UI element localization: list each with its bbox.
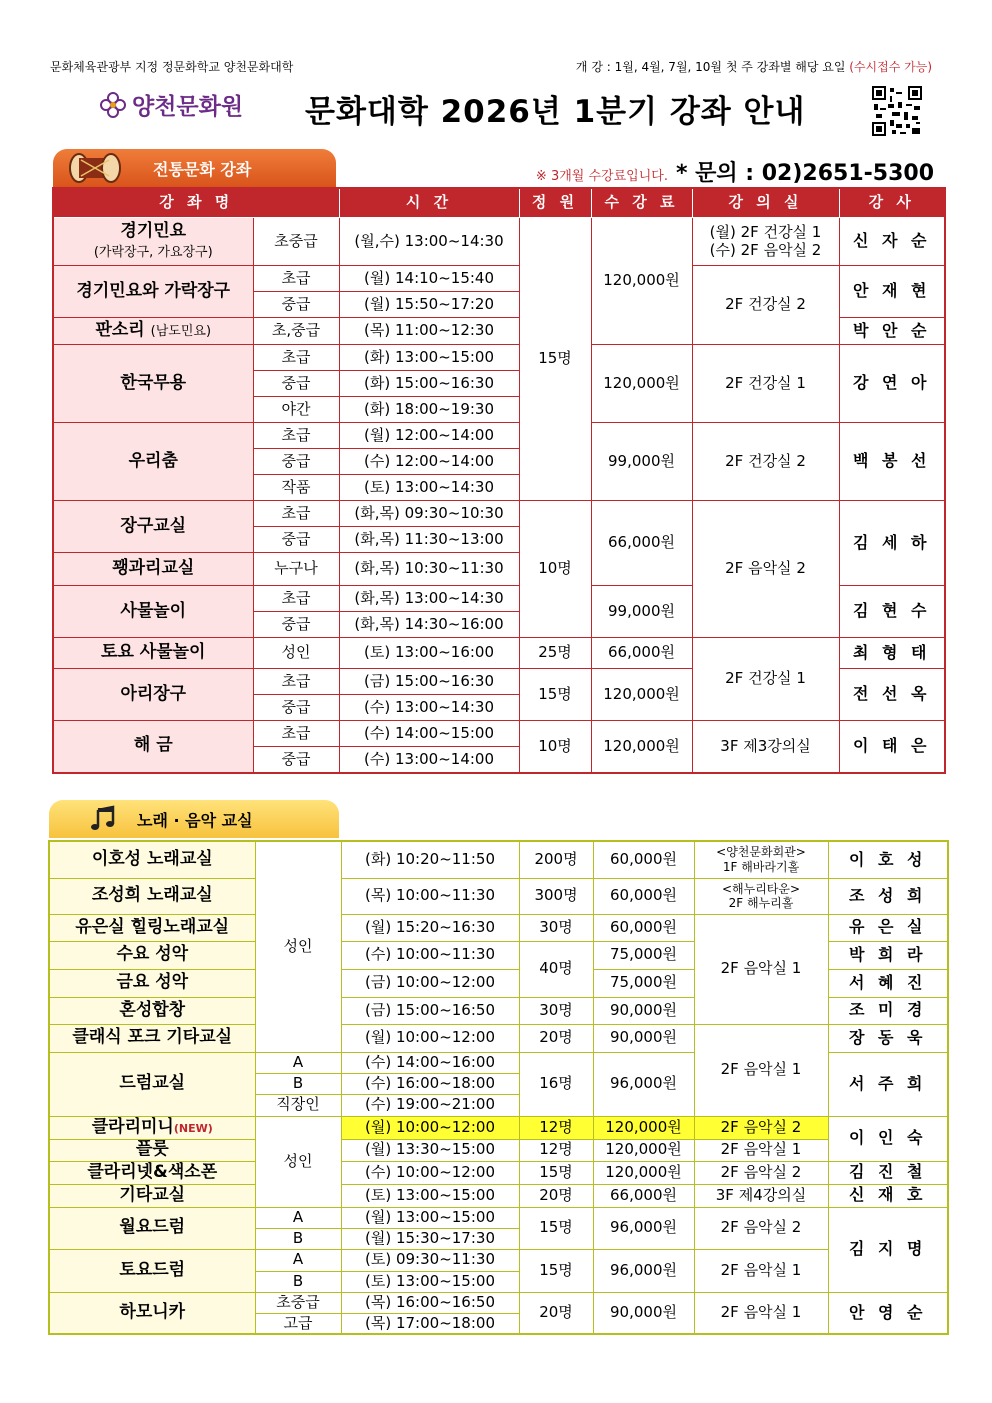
table-row (53, 266, 945, 292)
course-level: 초급 (253, 669, 339, 695)
course-name: 조성희 노래교실 (49, 878, 255, 914)
course-teacher: 이 인 숙 (828, 1116, 948, 1161)
course-capacity: 40명 (519, 941, 593, 997)
course-time: (토) 13:00~14:30 (339, 475, 519, 501)
course-time: (화) 18:00~19:30 (339, 397, 519, 423)
course-level: 야간 (253, 397, 339, 423)
table-row (49, 1249, 948, 1271)
course-capacity: 15명 (519, 1161, 593, 1184)
course-capacity: 12명 (519, 1116, 593, 1139)
course-time: (월) 15:30~17:30 (341, 1228, 519, 1249)
course-level: 중급 (253, 527, 339, 553)
course-name: 이호성 노래교실 (49, 841, 255, 878)
course-time: (화,목) 14:30~16:00 (339, 612, 519, 638)
course-teacher: 김 진 철 (828, 1161, 948, 1184)
course-name: 경기민요와 가락장구 (53, 266, 253, 318)
course-teacher: 안 영 순 (828, 1292, 948, 1334)
course-time: (금) 15:00~16:50 (341, 997, 519, 1024)
course-room: 2F 음악실 1 (694, 1249, 828, 1292)
contact-info (536, 156, 934, 187)
course-level: 중급 (253, 292, 339, 318)
course-capacity: 15명 (519, 1207, 593, 1249)
course-level: 중급 (253, 449, 339, 475)
course-time: (화,목) 10:30~11:30 (339, 553, 519, 586)
course-level: 초중급 (255, 1292, 341, 1313)
course-room: 3F 제4강의실 (694, 1184, 828, 1207)
course-capacity: 15명 (519, 218, 591, 501)
course-fee: 66,000원 (591, 638, 692, 669)
course-time: (월) 14:10~15:40 (339, 266, 519, 292)
table-row (49, 1161, 948, 1184)
table-row (53, 501, 945, 527)
course-time: (월) 10:00~12:00 (341, 1116, 519, 1139)
course-room: 2F 건강실 2 (692, 423, 839, 501)
course-name: 클라리미니(NEW) (49, 1116, 255, 1139)
table-row (49, 1207, 948, 1228)
course-time: (토) 13:00~15:00 (341, 1271, 519, 1292)
page-title: 문화대학 2026년 1분기 강좌 안내 (305, 94, 806, 130)
course-name: 수요 성악 (49, 941, 255, 969)
course-fee: 99,000원 (591, 423, 692, 501)
course-time: (화) 13:00~15:00 (339, 345, 519, 371)
course-name: 장구교실 (53, 501, 253, 553)
course-fee: 75,000원 (593, 969, 694, 997)
course-fee: 120,000원 (591, 669, 692, 721)
course-teacher: 김 지 명 (828, 1207, 948, 1292)
course-room: (월) 2F 건강실 1 (수) 2F 음악실 2 (692, 218, 839, 266)
new-badge: (NEW) (173, 1121, 213, 1135)
course-fee: 60,000원 (593, 914, 694, 941)
section-music-header (49, 800, 339, 838)
course-level: A (255, 1249, 341, 1271)
course-level: A (255, 1207, 341, 1228)
flower-logo-icon (98, 90, 128, 120)
course-time: (토) 09:30~11:30 (341, 1249, 519, 1271)
col-header-capacity: 정 원 (519, 188, 591, 218)
course-level: 초,중급 (253, 318, 339, 345)
drum-icon (67, 152, 123, 184)
table-row (49, 1292, 948, 1313)
table-row (49, 914, 948, 941)
course-time: (수) 19:00~21:00 (341, 1094, 519, 1116)
course-name: 기타교실 (49, 1184, 255, 1207)
course-time: (목) 11:00~12:30 (339, 318, 519, 345)
course-fee: 120,000원 (591, 218, 692, 345)
course-level: 초급 (253, 721, 339, 747)
table-row (53, 218, 945, 266)
header-left-text: 문화체육관광부 지정 정문화학교 양천문화대학 (50, 60, 294, 74)
course-capacity: 10명 (519, 501, 591, 638)
course-capacity: 12명 (519, 1139, 593, 1161)
course-teacher: 안 재 현 (839, 266, 945, 318)
course-level: 성인 (255, 1116, 341, 1207)
course-time: (화,목) 11:30~13:00 (339, 527, 519, 553)
course-room: 2F 음악실 1 (694, 1139, 828, 1161)
course-room: 2F 음악실 1 (694, 914, 828, 1024)
course-fee: 75,000원 (593, 941, 694, 969)
course-capacity: 30명 (519, 914, 593, 941)
course-teacher: 백 봉 선 (839, 423, 945, 501)
table-row (53, 423, 945, 449)
course-time: (금) 15:00~16:30 (339, 669, 519, 695)
col-header-time: 시 간 (339, 188, 519, 218)
course-fee: 120,000원 (593, 1139, 694, 1161)
table-row (49, 841, 948, 878)
course-fee: 90,000원 (593, 997, 694, 1024)
course-capacity: 16명 (519, 1052, 593, 1116)
course-fee: 90,000원 (593, 1024, 694, 1052)
course-time: (목) 17:00~18:00 (341, 1313, 519, 1334)
course-teacher: 김 현 수 (839, 586, 945, 638)
course-capacity: 200명 (519, 841, 593, 878)
course-fee: 96,000원 (593, 1052, 694, 1116)
course-capacity: 15명 (519, 1249, 593, 1292)
course-time: (목) 10:00~11:30 (341, 878, 519, 914)
course-fee: 60,000원 (593, 841, 694, 878)
course-name: 토요드럼 (49, 1249, 255, 1292)
course-teacher: 김 세 하 (839, 501, 945, 586)
course-room: <해누리타운> 2F 해누리홀 (694, 878, 828, 914)
course-name: 클라리넷&색소폰 (49, 1161, 255, 1184)
course-level: B (255, 1228, 341, 1249)
course-capacity: 25명 (519, 638, 591, 669)
course-teacher: 전 선 옥 (839, 669, 945, 721)
course-time: (월) 13:00~15:00 (341, 1207, 519, 1228)
course-teacher: 강 연 아 (839, 345, 945, 423)
section-traditional-header (53, 149, 336, 187)
course-fee: 96,000원 (593, 1249, 694, 1292)
table-header-row (53, 188, 945, 218)
opening-info: 개 강 : 1월, 4월, 7월, 10월 첫 주 강좌별 해당 요일 (575, 60, 846, 74)
section-music-title: 노래 · 음악 교실 (137, 810, 253, 830)
col-header-fee: 수 강 료 (591, 188, 692, 218)
course-room: 2F 음악실 2 (692, 501, 839, 638)
course-teacher: 최 형 태 (839, 638, 945, 669)
course-level: A (255, 1052, 341, 1073)
course-level: 작품 (253, 475, 339, 501)
course-fee: 120,000원 (593, 1161, 694, 1184)
course-fee: 120,000원 (591, 721, 692, 773)
course-teacher: 조 성 희 (828, 878, 948, 914)
course-name: 우리춤 (53, 423, 253, 501)
course-room: 2F 건강실 1 (692, 638, 839, 721)
course-capacity: 20명 (519, 1024, 593, 1052)
course-room: 2F 건강실 2 (692, 266, 839, 345)
course-name: 클래식 포크 기타교실 (49, 1024, 255, 1052)
course-fee: 120,000원 (593, 1116, 694, 1139)
course-capacity: 30명 (519, 997, 593, 1024)
course-room: <양천문화회관> 1F 해바라기홀 (694, 841, 828, 878)
course-teacher: 신 자 순 (839, 218, 945, 266)
course-name: 월요드럼 (49, 1207, 255, 1249)
col-header-teacher: 강 사 (839, 188, 945, 218)
contact-phone: * 문의 : 02)2651-5300 (675, 161, 934, 186)
course-time: (수) 10:00~12:00 (341, 1161, 519, 1184)
course-fee: 66,000원 (593, 1184, 694, 1207)
course-teacher: 박 안 순 (839, 318, 945, 345)
course-time: (수) 13:00~14:30 (339, 695, 519, 721)
org-logo (98, 88, 243, 121)
course-teacher: 조 미 경 (828, 997, 948, 1024)
course-time: (수) 14:00~16:00 (341, 1052, 519, 1073)
fee-note: ※ 3개월 수강료입니다. (535, 169, 668, 184)
course-time: (화,목) 09:30~10:30 (339, 501, 519, 527)
course-time: (수) 16:00~18:00 (341, 1073, 519, 1094)
course-room: 3F 제3강의실 (692, 721, 839, 773)
course-level: 중급 (253, 612, 339, 638)
org-name: 양천문화원 (132, 94, 244, 120)
course-time: (수) 10:00~11:30 (341, 941, 519, 969)
course-name: 토요 사물놀이 (53, 638, 253, 669)
table-row (49, 878, 948, 914)
course-time: (화) 15:00~16:30 (339, 371, 519, 397)
course-teacher: 이 태 은 (839, 721, 945, 773)
course-room: 2F 음악실 2 (694, 1116, 828, 1139)
course-teacher: 신 재 호 (828, 1184, 948, 1207)
traditional-courses-table (52, 187, 946, 774)
course-room: 2F 음악실 1 (694, 1292, 828, 1334)
course-level: B (255, 1073, 341, 1094)
course-name: 금요 성악 (49, 969, 255, 997)
course-level: 고급 (255, 1313, 341, 1334)
course-name: 플룻 (49, 1139, 255, 1161)
course-level: 초급 (253, 266, 339, 292)
col-header-room: 강 의 실 (692, 188, 839, 218)
course-name: 혼성합창 (49, 997, 255, 1024)
course-time: (토) 13:00~16:00 (339, 638, 519, 669)
course-time: (월) 13:30~15:00 (341, 1139, 519, 1161)
course-room: 2F 음악실 1 (694, 1024, 828, 1116)
course-teacher: 서 혜 진 (828, 969, 948, 997)
course-level: 초급 (253, 423, 339, 449)
course-name: 드럼교실 (49, 1052, 255, 1116)
course-name: 경기민요 (가락장구, 가요장구) (53, 218, 253, 266)
course-level: B (255, 1271, 341, 1292)
course-name: 아리장구 (53, 669, 253, 721)
course-name: 하모니카 (49, 1292, 255, 1334)
course-name: 유은실 힐링노래교실 (49, 914, 255, 941)
course-capacity: 20명 (519, 1184, 593, 1207)
music-note-icon (89, 805, 117, 833)
course-capacity: 15명 (519, 669, 591, 721)
col-header-course: 강 좌 명 (53, 188, 339, 218)
course-time: (금) 10:00~12:00 (341, 969, 519, 997)
course-time: (수) 13:00~14:00 (339, 747, 519, 773)
course-fee: 120,000원 (591, 345, 692, 423)
course-time: (월) 12:00~14:00 (339, 423, 519, 449)
course-room: 2F 건강실 1 (692, 345, 839, 423)
course-level: 중급 (253, 371, 339, 397)
music-courses-table (48, 840, 949, 1335)
table-row (49, 1116, 948, 1139)
course-fee: 96,000원 (593, 1207, 694, 1249)
table-row (53, 721, 945, 747)
course-level: 중급 (253, 747, 339, 773)
registration-note: (수시접수 가능) (849, 60, 932, 74)
course-level: 초급 (253, 586, 339, 612)
course-room: 2F 음악실 2 (694, 1161, 828, 1184)
table-row (49, 1024, 948, 1052)
course-name: 판소리 (남도민요) (53, 318, 253, 345)
course-name: 해 금 (53, 721, 253, 773)
course-room: 2F 음악실 2 (694, 1207, 828, 1249)
header-right-text (576, 58, 932, 75)
course-time: (토) 13:00~15:00 (341, 1184, 519, 1207)
course-time: (화,목) 13:00~14:30 (339, 586, 519, 612)
course-level: 초급 (253, 345, 339, 371)
course-fee: 66,000원 (591, 501, 692, 586)
course-capacity: 10명 (519, 721, 591, 773)
course-fee: 60,000원 (593, 878, 694, 914)
course-level: 직장인 (255, 1094, 341, 1116)
course-time: (월) 10:00~12:00 (341, 1024, 519, 1052)
course-level: 성인 (253, 638, 339, 669)
course-level: 성인 (255, 841, 341, 1052)
section-traditional-title: 전통문화 강좌 (153, 159, 252, 179)
course-name: 사물놀이 (53, 586, 253, 638)
course-level: 초중급 (253, 218, 339, 266)
course-teacher: 장 동 욱 (828, 1024, 948, 1052)
table-row (53, 638, 945, 669)
course-teacher: 이 호 성 (828, 841, 948, 878)
table-row (49, 1184, 948, 1207)
course-level: 누구나 (253, 553, 339, 586)
course-teacher: 박 희 라 (828, 941, 948, 969)
course-name: 꽹과리교실 (53, 553, 253, 586)
table-row (53, 345, 945, 371)
course-time: (수) 14:00~15:00 (339, 721, 519, 747)
course-time: (월) 15:50~17:20 (339, 292, 519, 318)
course-time: (수) 12:00~14:00 (339, 449, 519, 475)
course-time: (월) 15:20~16:30 (341, 914, 519, 941)
course-time: (월,수) 13:00~14:30 (339, 218, 519, 266)
course-teacher: 서 주 희 (828, 1052, 948, 1116)
qr-code-icon[interactable] (872, 86, 922, 136)
course-level: 중급 (253, 695, 339, 721)
course-fee: 99,000원 (591, 586, 692, 638)
course-time: (화) 10:20~11:50 (341, 841, 519, 878)
course-level: 초급 (253, 501, 339, 527)
table-row (49, 1139, 948, 1161)
course-teacher: 유 은 실 (828, 914, 948, 941)
course-name: 한국무용 (53, 345, 253, 423)
course-capacity: 20명 (519, 1292, 593, 1334)
course-fee: 90,000원 (593, 1292, 694, 1334)
course-time: (목) 16:00~16:50 (341, 1292, 519, 1313)
course-capacity: 300명 (519, 878, 593, 914)
